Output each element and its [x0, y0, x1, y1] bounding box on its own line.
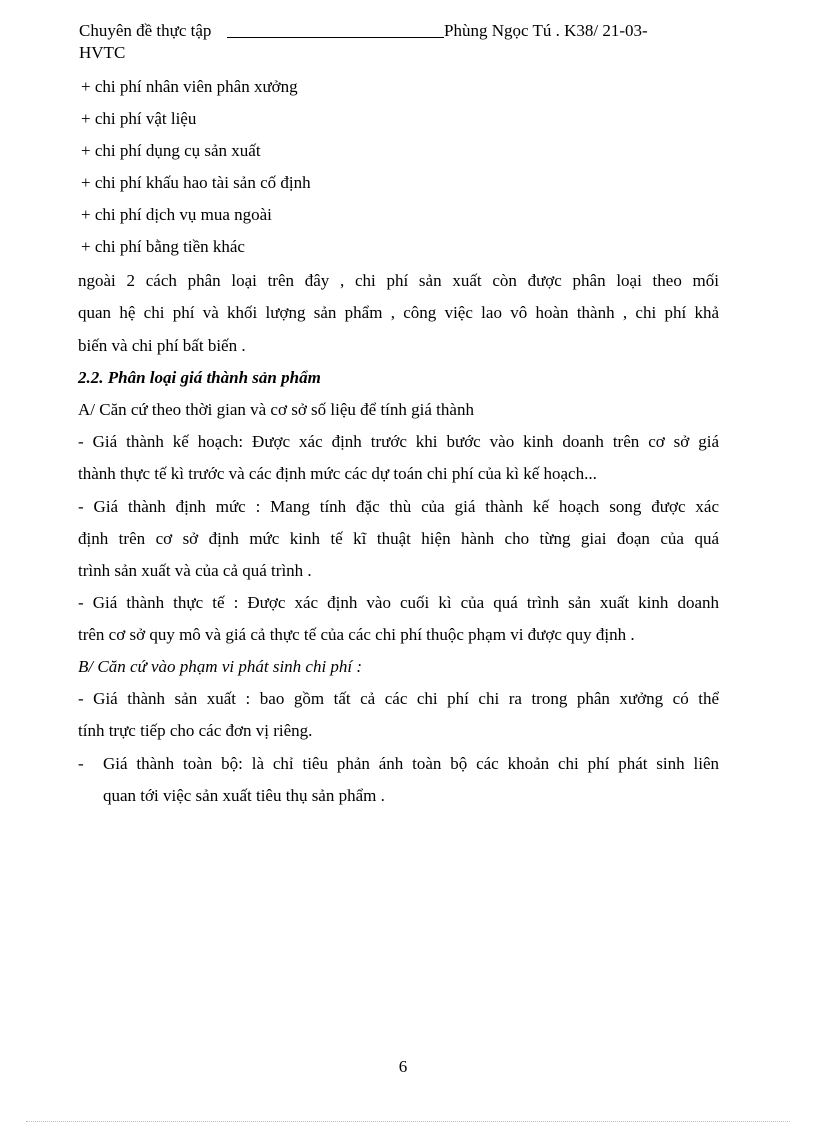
- paragraph-line: thành thực tế kì trước và các định mức các dự toán chi phí của kì kế hoạch...: [78, 464, 597, 483]
- bullet-item: + chi phí dịch vụ mua ngoài: [81, 205, 272, 224]
- paragraph-line: biến và chi phí bất biến .: [78, 336, 246, 355]
- paragraph-line: tính trực tiếp cho các đơn vị riêng.: [78, 721, 313, 740]
- bullet-item: + chi phí bằng tiền khác: [81, 237, 245, 256]
- header-author: Phùng Ngọc Tú . K38/ 21-03-: [444, 21, 648, 40]
- paragraph-line: ngoài 2 cách phân loại trên đây , chi phí sản xuất còn được phân loại theo mối: [78, 271, 719, 290]
- subsection-heading-a: A/ Căn cứ theo thời gian và cơ sở số liệu để tính giá thành: [78, 400, 474, 419]
- dash-list-continuation: [78, 785, 719, 807]
- bullet-item: + chi phí dụng cụ sản xuất: [81, 141, 261, 160]
- list-item-text: quan tới việc sản xuất tiêu thụ sản phẩm .: [103, 786, 385, 805]
- list-item-text: Giá thành toàn bộ: là chỉ tiêu phản ánh toàn bộ các khoản chi phí phát sinh liên: [103, 754, 719, 773]
- bullet-item: + chi phí nhân viên phân xưởng: [81, 77, 298, 96]
- paragraph-line: trình sản xuất và của cả quá trình .: [78, 561, 312, 580]
- bullet-item: + chi phí khấu hao tài sản cố định: [81, 173, 311, 192]
- paragraph-line: trên cơ sở quy mô và giá cả thực tế của các chi phí thuộc phạm vi được quy định .: [78, 625, 635, 644]
- page-number: 6: [398, 1057, 408, 1076]
- section-heading: 2.2. Phân loại giá thành sản phẩm: [78, 368, 321, 387]
- paragraph-line: - Giá thành kế hoạch: Được xác định trước khi bước vào kinh doanh trên cơ sở giá: [78, 432, 719, 451]
- header-second-line: HVTC: [79, 43, 126, 62]
- page-bottom-border: [26, 1121, 790, 1122]
- subsection-heading-b: B/ Căn cứ vào phạm vi phát sinh chi phí :: [78, 657, 363, 676]
- paragraph-line: quan hệ chi phí và khối lượng sản phẩm , công việc lao vô hoàn thành , chi phí khả: [78, 303, 719, 322]
- paragraph-line: - Giá thành định mức : Mang tính đặc thù của giá thành kế hoạch song được xác: [78, 497, 719, 516]
- paragraph-line: - Giá thành thực tế : Được xác định vào cuối kì của quá trình sản xuất kinh doanh: [78, 593, 719, 612]
- paragraph-line: - Giá thành sản xuất : bao gồm tất cả các chi phí chi ra trong phân xưởng có thể: [78, 689, 719, 708]
- header-title: Chuyên đề thực tập: [79, 21, 212, 40]
- paragraph-line: định trên cơ sở định mức kinh tế kĩ thuật hiện hành cho từng giai đoạn của quá: [78, 529, 719, 548]
- dash-list-item: [78, 753, 719, 775]
- list-dash: -: [78, 754, 84, 773]
- bullet-item: + chi phí vật liệu: [81, 109, 197, 128]
- header-underline-fill: [227, 20, 444, 38]
